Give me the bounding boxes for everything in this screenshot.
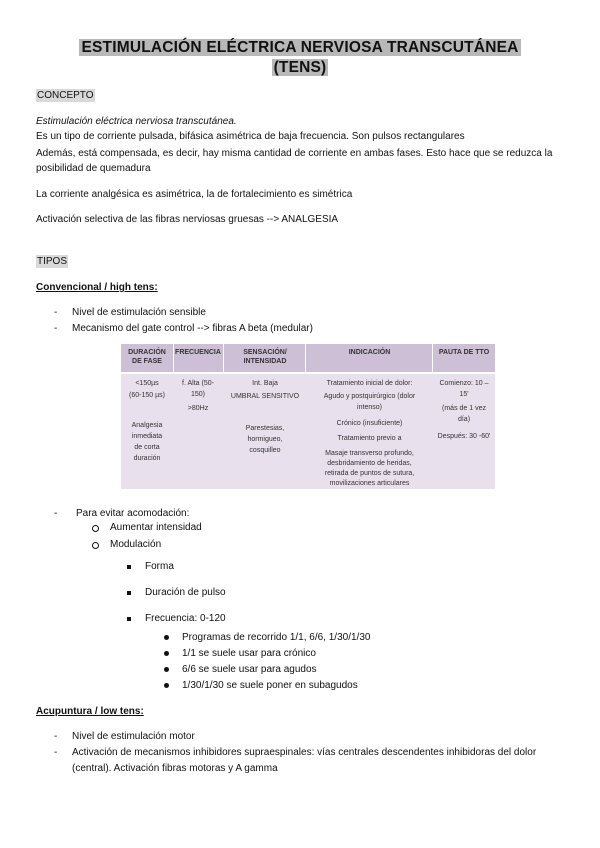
table-cell: UMBRAL SENSITIVO [230, 393, 300, 400]
list-item: 6/6 se suele usar para agudos [182, 664, 317, 675]
table-cell: hormigueo, [247, 436, 283, 443]
circle-bullet [92, 542, 99, 549]
table-header-cell: FRECUENCIA [175, 349, 221, 356]
table-header-cell: DURACIÓN DE FASE [128, 349, 166, 365]
list-item: Para evitar acomodación: [76, 508, 190, 519]
table-cell: Agudo y postquirúrgico (dolor [323, 393, 416, 400]
table-cell: cosquilleo [249, 447, 281, 454]
list-item: Nivel de estimulación sensible [72, 307, 206, 318]
table-header-cell: INDICACIÓN [348, 349, 391, 356]
table-cell: inmediata [131, 433, 163, 440]
column-divider [432, 344, 433, 372]
table-cell: Parestesias, [245, 425, 285, 432]
table-cell: Int. Baja [252, 380, 278, 387]
table-cell: de corta [134, 444, 160, 451]
table-cell: Después: 30 -60' [437, 433, 491, 440]
list-item: Forma [145, 561, 174, 572]
subheading-acupuntura: Acupuntura / low tens: [36, 706, 144, 717]
list-item: Duración de pulso [145, 587, 226, 598]
square-bullet [127, 617, 131, 621]
concepto-line: Es un tipo de corriente pulsada, bifásica asimétrica de baja frecuencia. Son pulsos rectangulares [36, 131, 465, 142]
table-cell: 15' [459, 391, 469, 398]
table-cell: Tratamiento previo a [337, 435, 402, 442]
table-cell: f. Alta (50- [182, 380, 214, 387]
list-item: Nivel de estimulación motor [72, 731, 195, 742]
table-cell: Analgesia [131, 422, 163, 429]
table-cell: intenso) [357, 404, 382, 411]
list-item-continuation: (central). Activación fibras motoras y A gamma [72, 763, 278, 774]
table-cell: <150µs [135, 380, 159, 387]
table-cell: duración [133, 455, 161, 462]
circle-bullet [92, 525, 99, 532]
tens-parameters-table [121, 344, 495, 489]
list-item: Programas de recorrido 1/1, 6/6, 1/30/1/30 [182, 632, 371, 643]
dot-bullet [164, 635, 169, 640]
table-cell: Masaje transverso profundo, [325, 450, 414, 457]
dash-bullet: - [54, 307, 58, 318]
list-item: Frecuencia: 0-120 [145, 613, 226, 624]
square-bullet [127, 565, 131, 569]
section-heading-tipos: TIPOS [37, 256, 68, 267]
section-heading-concepto: CONCEPTO [37, 90, 94, 101]
dash-bullet: - [54, 323, 58, 334]
table-cell: Tratamiento inicial de dolor: [326, 380, 413, 387]
concepto-line: Activación selectiva de las fibras nerviosas gruesas --> ANALGESIA [36, 214, 339, 225]
document-title-line1: ESTIMULACIÓN ELÉCTRICA NERVIOSA TRANSCUTÁNEA [81, 39, 519, 56]
dot-bullet [164, 667, 169, 672]
list-item: 1/1 se suele usar para crónico [182, 648, 316, 659]
header-divider [121, 372, 495, 374]
dash-bullet: - [54, 731, 58, 742]
table-header-cell: SENSACIÓN/ INTENSIDAD [243, 349, 287, 365]
concepto-line: Además, está compensada, es decir, hay misma cantidad de corriente en ambas fases. Esto hace que se reduzca la [36, 148, 553, 159]
dash-bullet: - [54, 508, 58, 519]
list-item: Activación de mecanismos inhibidores supraespinales: vías centrales descendentes inhibidoras del dolor [72, 747, 537, 758]
dot-bullet [164, 651, 169, 656]
table-cell: Crónico (insuficiente) [336, 420, 403, 427]
dash-bullet: - [54, 747, 58, 758]
table-cell: 150) [190, 391, 205, 398]
table-cell: desbridamiento de heridas, [327, 460, 412, 467]
table-header-cell: PAUTA DE TTO [438, 349, 490, 356]
table-cell: retirada de puntos de sutura, [324, 470, 415, 477]
table-cell: movilizaciones articulares [329, 480, 410, 487]
concepto-line: posibilidad de quemadura [36, 163, 151, 174]
list-item: 1/30/1/30 se suele poner en subagudos [182, 680, 358, 691]
document-title-line2: (TENS) [273, 59, 327, 76]
table-cell: (más de 1 vez [442, 405, 486, 412]
list-item: Modulación [110, 539, 162, 550]
column-divider [223, 344, 224, 372]
table-cell: >80Hz [187, 405, 209, 412]
table-cell: Comienzo: 10 – [439, 380, 489, 387]
list-item: Aumentar intensidad [110, 522, 202, 533]
square-bullet [127, 591, 131, 595]
subheading-convencional: Convencional / high tens: [36, 282, 158, 293]
concepto-line: Estimulación eléctrica nerviosa transcutánea. [36, 116, 237, 127]
concepto-line: La corriente analgésica es asimétrica, la de fortalecimiento es simétrica [36, 189, 353, 200]
column-divider [305, 344, 306, 372]
dot-bullet [164, 683, 169, 688]
list-item: Mecanismo del gate control --> fibras A beta (medular) [72, 323, 313, 334]
table-cell: día) [457, 416, 471, 423]
table-cell: (60-150 µs) [129, 392, 165, 399]
